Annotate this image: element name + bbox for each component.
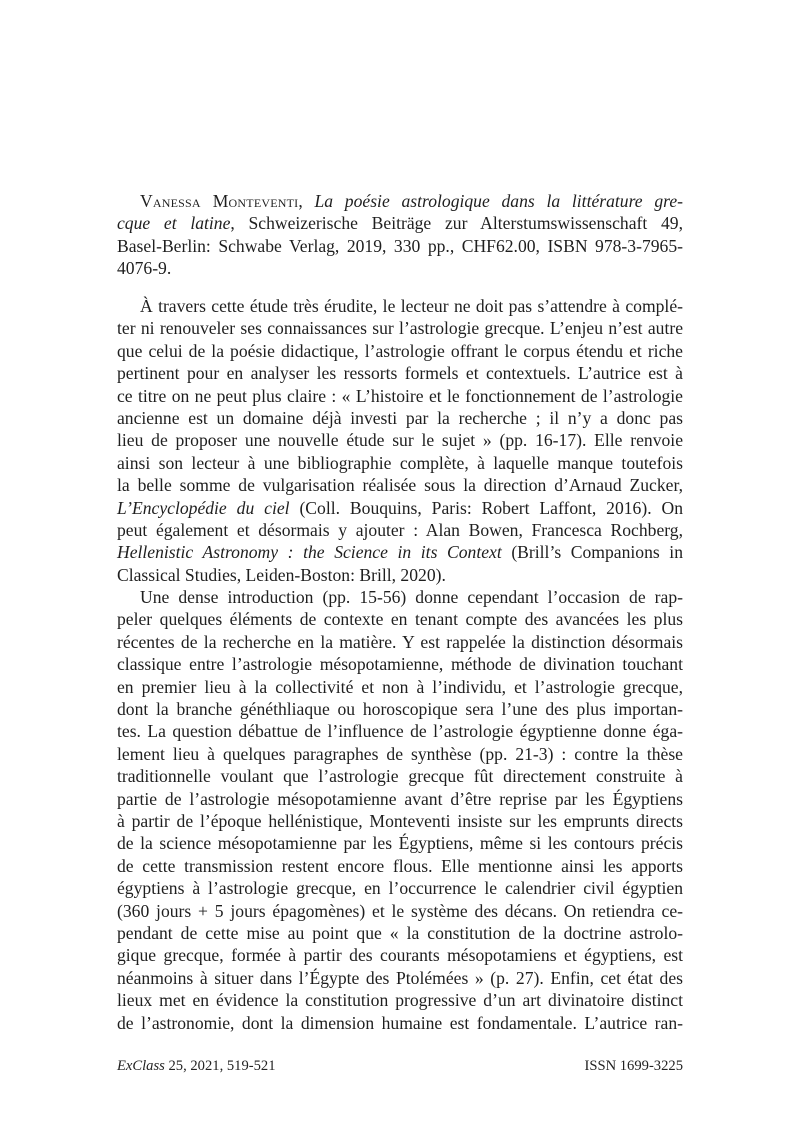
text-run: À travers cette étude très érudite, le lecteur ne doit pas s’attendre à complé- bbox=[140, 296, 683, 316]
text-run: ce titre on ne peut plus claire : « L’histoire et le fonctionnement de l’astrologie bbox=[117, 385, 683, 406]
text-run: lement lieu à quelques paragraphes de synthèse (pp. 21-3) : contre la thèse bbox=[117, 743, 683, 764]
text-run: tes. La question débattue de l’influence de l’astrologie égyptienne donne éga- bbox=[117, 721, 683, 742]
text-run: Classical Studies, Leiden-Boston: Brill, 2020). bbox=[117, 564, 446, 585]
text-line bbox=[117, 832, 683, 854]
text-line bbox=[117, 385, 683, 407]
text-run: pertinent pour en analyser les ressorts formels et contextuels. L’autrice est à bbox=[117, 363, 683, 384]
text-line bbox=[117, 235, 683, 257]
text-line bbox=[117, 788, 683, 810]
issn-number: ISSN 1699-3225 bbox=[584, 1058, 683, 1074]
text-line bbox=[117, 564, 683, 586]
text-line bbox=[117, 922, 683, 944]
text-run: à partir de l’époque hellénistique, Monteventi insiste sur les emprunts directs bbox=[117, 810, 683, 831]
text-run: ancienne est un domaine déjà investi par la recherche ; il n’y a donc pas bbox=[117, 407, 683, 428]
italic-title-text: La poésie astrologique dans la littérature gre- bbox=[314, 191, 683, 211]
text-line bbox=[117, 212, 683, 234]
text-line bbox=[117, 743, 683, 765]
text-run: égyptiens à l’astrologie grecque, en l’occurrence le calendrier civil égyptien bbox=[117, 878, 683, 899]
text-run: de l’astronomie, dont la dimension humaine est fondamentale. L’autrice ran- bbox=[117, 1012, 683, 1033]
text-line bbox=[117, 855, 683, 877]
paragraph bbox=[117, 586, 683, 1034]
text-run: que celui de la poésie didactique, l’astrologie offrant le corpus étendu et riche bbox=[117, 340, 683, 361]
text-run: , bbox=[298, 191, 315, 211]
text-line bbox=[117, 474, 683, 496]
text-line bbox=[117, 698, 683, 720]
text-run: la belle somme de vulgarisation réalisée sous la direction d’Arnaud Zucker, bbox=[117, 475, 683, 496]
text-line bbox=[117, 653, 683, 675]
review-body bbox=[117, 295, 683, 1034]
italic-title-text: Hellenistic Astronomy : the Science in its Context bbox=[117, 542, 502, 563]
text-run: (Brill’s Companions in bbox=[501, 542, 683, 563]
text-line bbox=[117, 429, 683, 451]
paragraph bbox=[117, 295, 683, 586]
text-run: lieux met en évidence la constitution progressive d’un art divinatoire distinct bbox=[117, 990, 683, 1011]
text-line bbox=[117, 340, 683, 362]
text-line bbox=[117, 765, 683, 787]
page-footer bbox=[117, 1058, 683, 1075]
text-run: classique entre l’astrologie mésopotamienne, méthode de divination touchant bbox=[117, 654, 683, 675]
text-line bbox=[117, 608, 683, 630]
text-run: (360 jours + 5 jours épagomènes) et le système des décans. On retiendra ce- bbox=[117, 900, 683, 921]
text-run: dont la branche généthliaque ou horoscopique sera l’une des plus importan- bbox=[117, 699, 683, 720]
text-line bbox=[117, 295, 683, 317]
journal-volume-pages: 25, 2021, 519-521 bbox=[164, 1058, 276, 1074]
text-line bbox=[117, 877, 683, 899]
text-line bbox=[117, 586, 683, 608]
text-run: peler quelques éléments de contexte en tenant compte des avancées les plus bbox=[117, 609, 683, 630]
text-run: (Coll. Bouquins, Paris: Robert Laffont, 2016). On bbox=[289, 497, 684, 518]
text-line bbox=[117, 631, 683, 653]
text-run: partie de l’astrologie mésopotamienne avant d’être reprise par les Égyptiens bbox=[117, 788, 683, 809]
text-line bbox=[117, 362, 683, 384]
text-run: , Schweizerische Beiträge zur Alterstumswissenschaft 49, bbox=[230, 213, 683, 234]
text-line bbox=[117, 317, 683, 339]
text-line bbox=[117, 810, 683, 832]
journal-citation bbox=[117, 1058, 276, 1075]
text-run: de la science mésopotamienne par les Égyptiens, même si les contours précis bbox=[117, 833, 683, 854]
text-run: 4076-9. bbox=[117, 258, 172, 279]
text-line bbox=[117, 541, 683, 563]
text-line bbox=[117, 900, 683, 922]
text-run: pendant de cette mise au point que « la constitution de la doctrine astrolo- bbox=[117, 922, 683, 943]
italic-title-text: L’Encyclopédie du ciel bbox=[117, 497, 290, 518]
text-run: lieu de proposer une nouvelle étude sur le sujet » (pp. 16-17). Elle renvoie bbox=[117, 430, 683, 451]
text-line bbox=[117, 190, 683, 212]
text-line bbox=[117, 720, 683, 742]
review-header bbox=[117, 190, 683, 280]
text-line bbox=[117, 676, 683, 698]
text-line bbox=[117, 967, 683, 989]
text-run: peut également et désormais y ajouter : Alan Bowen, Francesca Rochberg, bbox=[117, 519, 683, 540]
text-run: ainsi son lecteur à une bibliographie complète, à laquelle manque toutefois bbox=[117, 452, 683, 473]
text-line bbox=[117, 497, 683, 519]
text-line bbox=[117, 519, 683, 541]
text-line bbox=[117, 452, 683, 474]
text-run: gique grecque, formée à partir des courants mésopotamiens et égyptiens, est bbox=[117, 945, 683, 966]
author-name: Vanessa Monteventi bbox=[140, 191, 299, 211]
journal-name: ExClass bbox=[117, 1058, 165, 1074]
text-line bbox=[117, 944, 683, 966]
text-line bbox=[117, 407, 683, 429]
text-line bbox=[117, 1012, 683, 1034]
text-run: de cette transmission restent encore flous. Elle mentionne ainsi les apports bbox=[117, 855, 683, 876]
text-run: Une dense introduction (pp. 15-56) donne cependant l’occasion de rap- bbox=[140, 587, 683, 608]
text-run: néanmoins à situer dans l’Égypte des Ptolémées » (p. 27). Enfin, cet état des bbox=[117, 967, 683, 988]
text-run: en premier lieu à la collectivité et non à l’individu, et l’astrologie grecque, bbox=[117, 676, 683, 697]
text-line bbox=[117, 989, 683, 1011]
text-run: traditionnelle voulant que l’astrologie grecque fût directement construite à bbox=[117, 766, 683, 787]
text-line bbox=[117, 257, 683, 279]
text-run: récentes de la recherche en la matière. Y est rappelée la distinction désormais bbox=[117, 631, 683, 652]
italic-title-text: cque et latine bbox=[117, 213, 231, 234]
text-run: ter ni renouveler ses connaissances sur l’astrologie grecque. L’enjeu n’est autre bbox=[117, 318, 683, 339]
text-run: Basel-Berlin: Schwabe Verlag, 2019, 330 pp., CHF62.00, ISBN 978-3-7965- bbox=[117, 235, 683, 256]
